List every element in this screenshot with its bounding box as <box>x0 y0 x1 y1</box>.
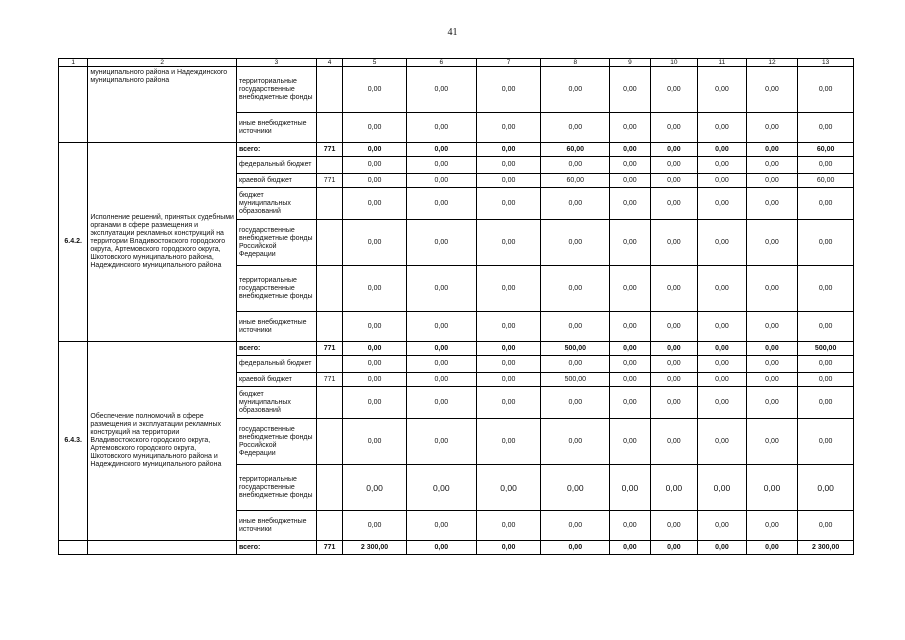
value-cell: 0,00 <box>343 373 407 387</box>
value-cell: 0,00 <box>746 541 798 555</box>
grbs-code <box>316 220 342 266</box>
value-cell: 0,00 <box>610 387 650 419</box>
value-cell: 0,00 <box>798 465 854 511</box>
value-cell: 0,00 <box>406 356 476 373</box>
value-cell: 0,00 <box>698 465 747 511</box>
value-cell: 0,00 <box>610 113 650 143</box>
funding-source: территориальные государственные внебюджетные фонды <box>237 465 317 511</box>
value-cell: 0,00 <box>610 67 650 113</box>
value-cell: 0,00 <box>698 266 747 312</box>
grbs-code <box>316 266 342 312</box>
funding-source: федеральный бюджет <box>237 157 317 174</box>
value-cell: 0,00 <box>541 312 610 342</box>
value-cell: 0,00 <box>406 342 476 356</box>
value-cell: 0,00 <box>650 188 698 220</box>
value-cell: 0,00 <box>746 373 798 387</box>
value-cell: 0,00 <box>610 174 650 188</box>
value-cell: 0,00 <box>746 387 798 419</box>
value-cell: 0,00 <box>406 387 476 419</box>
value-cell: 0,00 <box>610 220 650 266</box>
value-cell: 0,00 <box>650 356 698 373</box>
value-cell: 0,00 <box>746 157 798 174</box>
value-cell: 0,00 <box>406 157 476 174</box>
value-cell: 0,00 <box>541 113 610 143</box>
value-cell: 0,00 <box>698 143 747 157</box>
grbs-code <box>316 188 342 220</box>
value-cell: 0,00 <box>476 541 541 555</box>
value-cell: 0,00 <box>746 174 798 188</box>
grbs-code <box>316 387 342 419</box>
value-cell: 0,00 <box>343 266 407 312</box>
value-cell: 0,00 <box>650 541 698 555</box>
column-header: 12 <box>746 59 798 67</box>
value-cell: 0,00 <box>343 174 407 188</box>
value-cell: 0,00 <box>406 511 476 541</box>
value-cell: 0,00 <box>476 266 541 312</box>
value-cell: 0,00 <box>746 266 798 312</box>
value-cell: 0,00 <box>406 541 476 555</box>
value-cell: 0,00 <box>343 220 407 266</box>
value-cell: 0,00 <box>610 356 650 373</box>
value-cell: 0,00 <box>798 157 854 174</box>
grbs-code <box>316 312 342 342</box>
value-cell: 0,00 <box>698 541 747 555</box>
value-cell: 0,00 <box>698 419 747 465</box>
column-header: 11 <box>698 59 747 67</box>
value-cell: 0,00 <box>406 312 476 342</box>
column-header: 3 <box>237 59 317 67</box>
budget-table <box>58 58 854 555</box>
value-cell: 0,00 <box>698 113 747 143</box>
column-header: 5 <box>343 59 407 67</box>
value-cell: 0,00 <box>406 113 476 143</box>
column-header: 2 <box>88 59 237 67</box>
value-cell: 0,00 <box>798 67 854 113</box>
value-cell: 0,00 <box>343 157 407 174</box>
column-header: 4 <box>316 59 342 67</box>
grbs-code: 771 <box>316 174 342 188</box>
value-cell: 0,00 <box>610 373 650 387</box>
value-cell: 0,00 <box>610 188 650 220</box>
grbs-code <box>316 67 342 113</box>
value-cell: 0,00 <box>650 342 698 356</box>
row-name: Исполнение решений, принятых судебными органами в сфере размещения и эксплуатации рекламных конструкций на территории Владивостокского городского округа, Артемовского городского округа, Шкотовского муниципального района, Надеждинского муниципального района <box>88 143 237 342</box>
value-cell: 0,00 <box>541 511 610 541</box>
value-cell: 0,00 <box>698 174 747 188</box>
value-cell: 0,00 <box>650 511 698 541</box>
value-cell: 0,00 <box>650 174 698 188</box>
value-cell: 0,00 <box>746 356 798 373</box>
value-cell: 0,00 <box>798 511 854 541</box>
column-header: 1 <box>59 59 88 67</box>
funding-source: федеральный бюджет <box>237 356 317 373</box>
value-cell: 2 300,00 <box>343 541 407 555</box>
value-cell: 0,00 <box>343 312 407 342</box>
value-cell: 0,00 <box>610 419 650 465</box>
value-cell: 0,00 <box>698 312 747 342</box>
value-cell: 0,00 <box>541 356 610 373</box>
grbs-code: 771 <box>316 342 342 356</box>
value-cell: 0,00 <box>476 174 541 188</box>
value-cell: 0,00 <box>343 356 407 373</box>
column-header: 6 <box>406 59 476 67</box>
value-cell: 0,00 <box>650 220 698 266</box>
value-cell: 500,00 <box>541 373 610 387</box>
value-cell: 0,00 <box>746 143 798 157</box>
row-name <box>88 541 237 555</box>
value-cell: 0,00 <box>406 220 476 266</box>
column-header: 10 <box>650 59 698 67</box>
value-cell: 0,00 <box>541 465 610 511</box>
value-cell: 0,00 <box>541 188 610 220</box>
table-body <box>59 59 854 555</box>
value-cell: 0,00 <box>798 373 854 387</box>
value-cell: 0,00 <box>650 157 698 174</box>
value-cell: 60,00 <box>798 143 854 157</box>
value-cell: 0,00 <box>343 113 407 143</box>
value-cell: 0,00 <box>541 67 610 113</box>
value-cell: 0,00 <box>476 511 541 541</box>
value-cell: 0,00 <box>746 312 798 342</box>
value-cell: 0,00 <box>698 67 747 113</box>
value-cell: 0,00 <box>476 373 541 387</box>
funding-source: всего: <box>237 342 317 356</box>
value-cell: 0,00 <box>476 220 541 266</box>
value-cell: 0,00 <box>650 387 698 419</box>
value-cell: 0,00 <box>343 342 407 356</box>
value-cell: 60,00 <box>798 174 854 188</box>
value-cell: 0,00 <box>650 67 698 113</box>
table-row <box>59 67 854 113</box>
grbs-code <box>316 465 342 511</box>
value-cell: 0,00 <box>541 157 610 174</box>
value-cell: 0,00 <box>406 174 476 188</box>
value-cell: 0,00 <box>406 373 476 387</box>
value-cell: 0,00 <box>746 465 798 511</box>
value-cell: 0,00 <box>798 220 854 266</box>
value-cell: 0,00 <box>541 266 610 312</box>
value-cell: 0,00 <box>406 419 476 465</box>
column-header: 13 <box>798 59 854 67</box>
value-cell: 0,00 <box>476 342 541 356</box>
value-cell: 0,00 <box>476 113 541 143</box>
table-row <box>59 143 854 157</box>
value-cell: 0,00 <box>541 419 610 465</box>
row-code <box>59 67 88 143</box>
value-cell: 60,00 <box>541 174 610 188</box>
value-cell: 0,00 <box>476 356 541 373</box>
value-cell: 0,00 <box>476 188 541 220</box>
value-cell: 0,00 <box>746 342 798 356</box>
grbs-code <box>316 356 342 373</box>
value-cell: 0,00 <box>798 312 854 342</box>
funding-source: государственные внебюджетные фонды Российской Федерации <box>237 220 317 266</box>
value-cell: 0,00 <box>698 220 747 266</box>
value-cell: 0,00 <box>476 419 541 465</box>
row-name: Обеспечение полномочий в сфере размещения и эксплуатации рекламных конструкций на территории Владивостокского городского округа, Артемовского городского округа, Шкотовского муниципального района и Надеждинского муниципального района <box>88 342 237 541</box>
value-cell: 0,00 <box>650 266 698 312</box>
value-cell: 0,00 <box>406 67 476 113</box>
value-cell: 0,00 <box>343 511 407 541</box>
value-cell: 0,00 <box>650 113 698 143</box>
value-cell: 0,00 <box>476 67 541 113</box>
row-code: 6.4.2. <box>59 143 88 342</box>
value-cell: 0,00 <box>698 188 747 220</box>
value-cell: 0,00 <box>650 312 698 342</box>
value-cell: 0,00 <box>650 465 698 511</box>
value-cell: 0,00 <box>610 157 650 174</box>
value-cell: 0,00 <box>698 511 747 541</box>
value-cell: 0,00 <box>746 67 798 113</box>
value-cell: 0,00 <box>343 465 407 511</box>
value-cell: 0,00 <box>798 266 854 312</box>
value-cell: 0,00 <box>476 465 541 511</box>
value-cell: 0,00 <box>698 387 747 419</box>
funding-source: краевой бюджет <box>237 174 317 188</box>
value-cell: 0,00 <box>698 157 747 174</box>
value-cell: 0,00 <box>798 419 854 465</box>
value-cell: 0,00 <box>798 356 854 373</box>
value-cell: 0,00 <box>343 188 407 220</box>
value-cell: 0,00 <box>746 419 798 465</box>
value-cell: 0,00 <box>406 465 476 511</box>
value-cell: 0,00 <box>541 220 610 266</box>
value-cell: 0,00 <box>343 143 407 157</box>
funding-source: краевой бюджет <box>237 373 317 387</box>
value-cell: 0,00 <box>610 465 650 511</box>
value-cell: 0,00 <box>610 266 650 312</box>
value-cell: 0,00 <box>406 143 476 157</box>
value-cell: 0,00 <box>746 188 798 220</box>
value-cell: 0,00 <box>650 143 698 157</box>
value-cell: 0,00 <box>343 387 407 419</box>
row-code <box>59 541 88 555</box>
funding-source: бюджет муниципальных образований <box>237 387 317 419</box>
grbs-code <box>316 419 342 465</box>
value-cell: 0,00 <box>746 113 798 143</box>
value-cell: 0,00 <box>610 511 650 541</box>
value-cell: 0,00 <box>650 373 698 387</box>
value-cell: 0,00 <box>541 541 610 555</box>
value-cell: 0,00 <box>798 113 854 143</box>
table-row <box>59 541 854 555</box>
value-cell: 0,00 <box>610 312 650 342</box>
page-number: 41 <box>447 27 458 38</box>
value-cell: 0,00 <box>610 143 650 157</box>
value-cell: 0,00 <box>746 511 798 541</box>
header-row <box>59 59 854 67</box>
funding-source: всего: <box>237 541 317 555</box>
value-cell: 0,00 <box>610 541 650 555</box>
value-cell: 2 300,00 <box>798 541 854 555</box>
value-cell: 0,00 <box>698 342 747 356</box>
value-cell: 0,00 <box>746 220 798 266</box>
value-cell: 0,00 <box>698 373 747 387</box>
value-cell: 0,00 <box>610 342 650 356</box>
funding-source: территориальные государственные внебюджетные фонды <box>237 67 317 113</box>
value-cell: 0,00 <box>406 266 476 312</box>
value-cell: 0,00 <box>698 356 747 373</box>
column-header: 9 <box>610 59 650 67</box>
value-cell: 0,00 <box>406 188 476 220</box>
grbs-code: 771 <box>316 541 342 555</box>
grbs-code <box>316 113 342 143</box>
funding-source: иные внебюджетные источники <box>237 113 317 143</box>
grbs-code: 771 <box>316 143 342 157</box>
value-cell: 0,00 <box>476 387 541 419</box>
value-cell: 0,00 <box>541 387 610 419</box>
value-cell: 0,00 <box>650 419 698 465</box>
table-row <box>59 342 854 356</box>
funding-source: территориальные государственные внебюджетные фонды <box>237 266 317 312</box>
value-cell: 60,00 <box>541 143 610 157</box>
column-header: 8 <box>541 59 610 67</box>
value-cell: 0,00 <box>476 312 541 342</box>
funding-source: иные внебюджетные источники <box>237 312 317 342</box>
grbs-code <box>316 511 342 541</box>
funding-source: иные внебюджетные источники <box>237 511 317 541</box>
row-name: муниципального района и Надеждинского муниципального района <box>88 67 237 143</box>
value-cell: 500,00 <box>798 342 854 356</box>
value-cell: 0,00 <box>476 157 541 174</box>
grbs-code <box>316 157 342 174</box>
value-cell: 0,00 <box>798 387 854 419</box>
row-code: 6.4.3. <box>59 342 88 541</box>
value-cell: 0,00 <box>343 67 407 113</box>
funding-source: бюджет муниципальных образований <box>237 188 317 220</box>
grbs-code: 771 <box>316 373 342 387</box>
value-cell: 500,00 <box>541 342 610 356</box>
funding-source: всего: <box>237 143 317 157</box>
funding-source: государственные внебюджетные фонды Российской Федерации <box>237 419 317 465</box>
column-header: 7 <box>476 59 541 67</box>
value-cell: 0,00 <box>798 188 854 220</box>
value-cell: 0,00 <box>343 419 407 465</box>
value-cell: 0,00 <box>476 143 541 157</box>
